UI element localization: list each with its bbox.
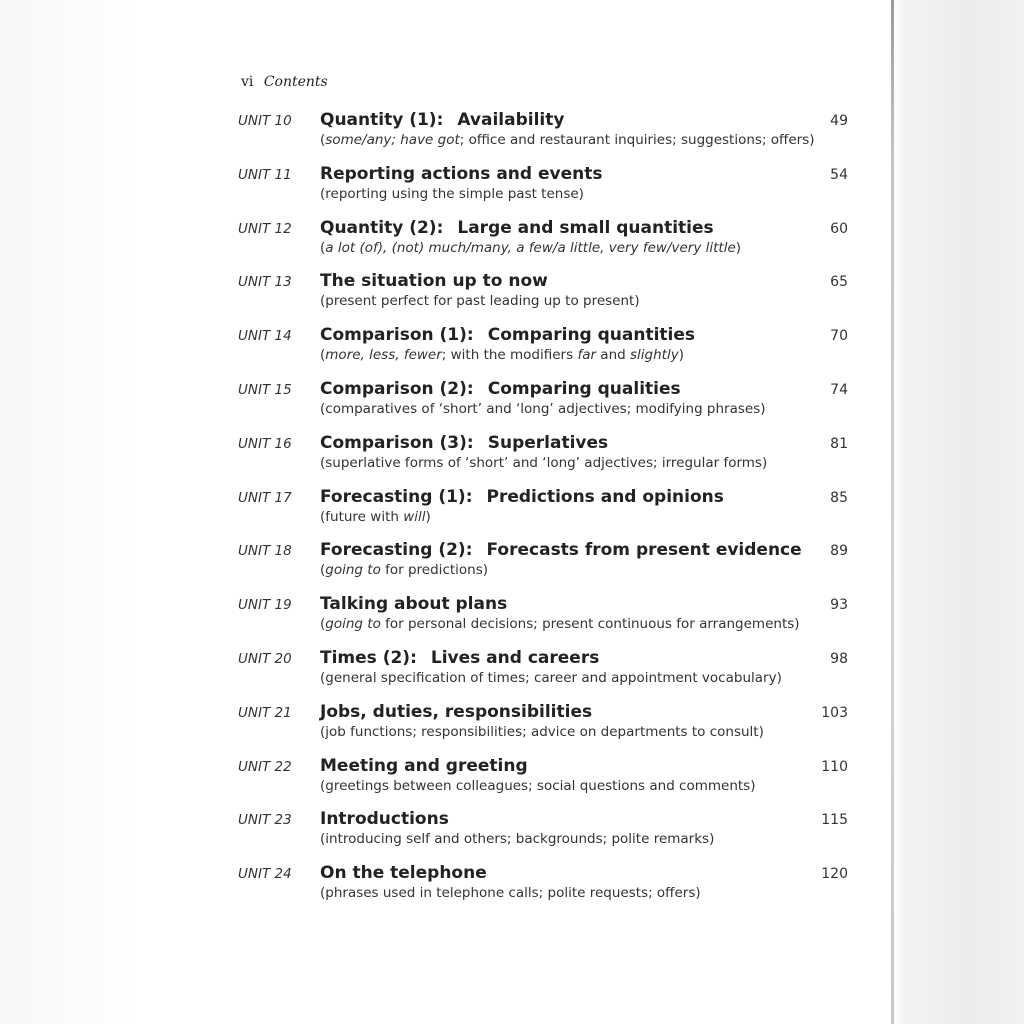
unit-label: UNIT 24	[238, 866, 292, 883]
entry-title-main: The situation up to now	[320, 271, 548, 292]
entry-title-main: Quantity (2):	[320, 217, 444, 238]
page-number-ref: 110	[821, 758, 848, 775]
entry-title	[320, 540, 802, 560]
description-segment: (	[320, 562, 326, 579]
entry-title-topic: Forecasts from present evidence	[486, 540, 802, 561]
description-segment: (comparatives of ‘short’ and ‘long’ adjectives; modifying phrases)	[320, 400, 766, 417]
unit-label: UNIT 17	[238, 489, 292, 506]
description-segment: ; with the modifiers	[441, 347, 578, 364]
unit-label: UNIT 20	[238, 650, 292, 667]
entry-title-main: Introductions	[320, 809, 449, 830]
description-segment: some/any; have got	[325, 132, 460, 148]
toc-entry	[238, 809, 848, 863]
description-segment: a lot (of), (not) much/many, a few/a little, very few/very little	[325, 239, 736, 256]
entry-title-main: Meeting and greeting	[320, 755, 528, 776]
entry-title	[320, 379, 681, 399]
entry-description	[320, 724, 764, 740]
toc-entry	[238, 756, 848, 810]
page-number: vi	[241, 74, 254, 90]
entry-description	[320, 455, 767, 471]
description-segment: )	[425, 508, 431, 525]
unit-label: UNIT 23	[238, 812, 292, 829]
entry-title-main: Comparison (3):	[320, 432, 474, 453]
toc-entry	[238, 648, 848, 702]
entry-title	[320, 702, 592, 722]
entry-title-topic: Comparing qualities	[487, 378, 681, 399]
unit-label: UNIT 13	[238, 274, 292, 291]
entry-title-main: Forecasting (2):	[320, 540, 473, 561]
toc-entry	[238, 218, 848, 272]
description-segment: slightly	[630, 347, 679, 364]
entry-title-main: Jobs, duties, responsibilities	[320, 701, 593, 722]
unit-label: UNIT 15	[238, 381, 292, 398]
toc-entry	[238, 271, 848, 325]
toc-entry	[238, 110, 848, 164]
entry-description	[320, 509, 431, 525]
entry-title-topic: Availability	[457, 110, 565, 130]
description-segment: will	[403, 508, 426, 525]
page-number-ref: 49	[830, 113, 848, 129]
entry-title	[320, 594, 507, 614]
entry-title-main: Quantity (1):	[320, 110, 444, 130]
page-number-ref: 70	[830, 328, 848, 345]
toc-entry	[238, 594, 848, 648]
entry-title	[320, 164, 602, 184]
entry-description	[320, 186, 584, 202]
page-number-ref: 93	[830, 597, 848, 614]
description-segment: for personal decisions; present continuous for arrangements)	[380, 616, 800, 633]
page-edge	[891, 0, 894, 1024]
toc-entry	[238, 379, 848, 433]
unit-label: UNIT 10	[238, 113, 292, 129]
entry-description	[320, 347, 684, 363]
page-number-ref: 81	[830, 435, 848, 452]
description-segment: for predictions)	[380, 562, 489, 579]
description-segment: (introducing self and others; backgrounds; polite remarks)	[320, 831, 715, 848]
toc-entry	[238, 540, 848, 594]
page-number-ref: 85	[830, 489, 848, 506]
entry-title	[320, 648, 599, 668]
description-segment: (job functions; responsibilities; advice on departments to consult)	[320, 723, 764, 740]
scan-shadow-left	[0, 0, 135, 1024]
page-number-ref: 98	[830, 650, 848, 667]
toc-entry	[238, 325, 848, 379]
page-number-ref: 89	[830, 543, 848, 560]
description-segment: going to	[325, 616, 381, 633]
entry-title	[320, 271, 548, 291]
toc-entry	[238, 433, 848, 487]
unit-label: UNIT 12	[238, 220, 292, 237]
unit-label: UNIT 18	[238, 543, 292, 560]
description-segment: (general specification of times; career and appointment vocabulary)	[320, 669, 782, 686]
page-number-ref: 60	[830, 220, 848, 237]
description-segment: (present perfect for past leading up to present)	[320, 293, 640, 310]
description-segment: ; office and restaurant inquiries; suggestions; offers)	[459, 132, 815, 148]
page-number-ref: 54	[830, 166, 848, 183]
page-number-ref: 103	[821, 704, 848, 721]
entry-description	[320, 401, 766, 417]
entry-title	[320, 110, 564, 130]
entry-title-main: Times (2):	[320, 647, 417, 668]
scan-shadow-right	[892, 0, 1024, 1024]
entry-description	[320, 670, 782, 686]
unit-label: UNIT 14	[238, 328, 292, 345]
description-segment: (	[320, 239, 326, 256]
description-segment: (phrases used in telephone calls; polite requests; offers)	[320, 885, 701, 902]
entry-title-topic: Comparing quantities	[487, 325, 696, 346]
entry-description	[320, 293, 640, 309]
description-segment: and	[596, 347, 630, 364]
entry-title-topic: Superlatives	[487, 432, 609, 453]
unit-label: UNIT 11	[238, 166, 292, 183]
entry-title-main: Reporting actions and events	[320, 163, 603, 184]
page-number-ref: 115	[821, 812, 848, 829]
entry-title-main: Forecasting (1):	[320, 486, 473, 507]
description-segment: far	[577, 347, 597, 364]
description-segment: (reporting using the simple past tense)	[320, 185, 584, 202]
page-number-ref: 74	[830, 381, 848, 398]
toc-entry	[238, 487, 848, 541]
unit-label: UNIT 21	[238, 704, 292, 721]
entry-title-main: Talking about plans	[320, 594, 508, 615]
description-segment: (greetings between colleagues; social questions and comments)	[320, 777, 756, 794]
description-segment: going to	[325, 562, 381, 579]
toc-entry	[238, 702, 848, 756]
toc-entry	[238, 863, 848, 917]
unit-label: UNIT 16	[238, 435, 292, 452]
entry-title	[320, 433, 608, 453]
description-segment: )	[735, 239, 742, 256]
running-head	[241, 74, 328, 90]
entry-description	[320, 240, 741, 256]
entry-description	[320, 778, 756, 794]
entry-title-main: Comparison (1):	[320, 325, 474, 346]
entry-description	[320, 885, 701, 901]
entry-title	[320, 863, 487, 883]
description-segment: (future with	[320, 508, 404, 525]
description-segment: (	[320, 616, 326, 633]
entry-title-main: On the telephone	[320, 863, 487, 884]
entry-title	[320, 218, 714, 238]
entry-description	[320, 562, 488, 578]
page-number-ref: 65	[830, 274, 848, 291]
entry-title-topic: Lives and careers	[430, 647, 600, 668]
running-head-title: Contents	[263, 74, 328, 90]
toc-entry	[238, 164, 848, 218]
entry-title-topic: Large and small quantities	[457, 217, 714, 238]
entry-title	[320, 325, 695, 345]
entry-title	[320, 809, 449, 829]
entry-description	[320, 616, 800, 632]
entry-title-main: Comparison (2):	[320, 378, 474, 399]
entry-description	[320, 132, 815, 148]
description-segment: (superlative forms of ‘short’ and ‘long’ adjectives; irregular forms)	[320, 454, 768, 471]
unit-label: UNIT 22	[238, 758, 292, 775]
entry-description	[320, 831, 714, 847]
unit-label: UNIT 19	[238, 597, 292, 614]
entry-title	[320, 487, 724, 507]
description-segment: more, less, fewer	[325, 347, 442, 364]
description-segment: )	[678, 347, 684, 364]
entry-title	[320, 756, 528, 776]
page-number-ref: 120	[821, 866, 848, 883]
description-segment: (	[320, 347, 326, 364]
entry-title-topic: Predictions and opinions	[486, 486, 724, 507]
description-segment: (	[320, 132, 326, 148]
table-of-contents	[238, 110, 848, 917]
